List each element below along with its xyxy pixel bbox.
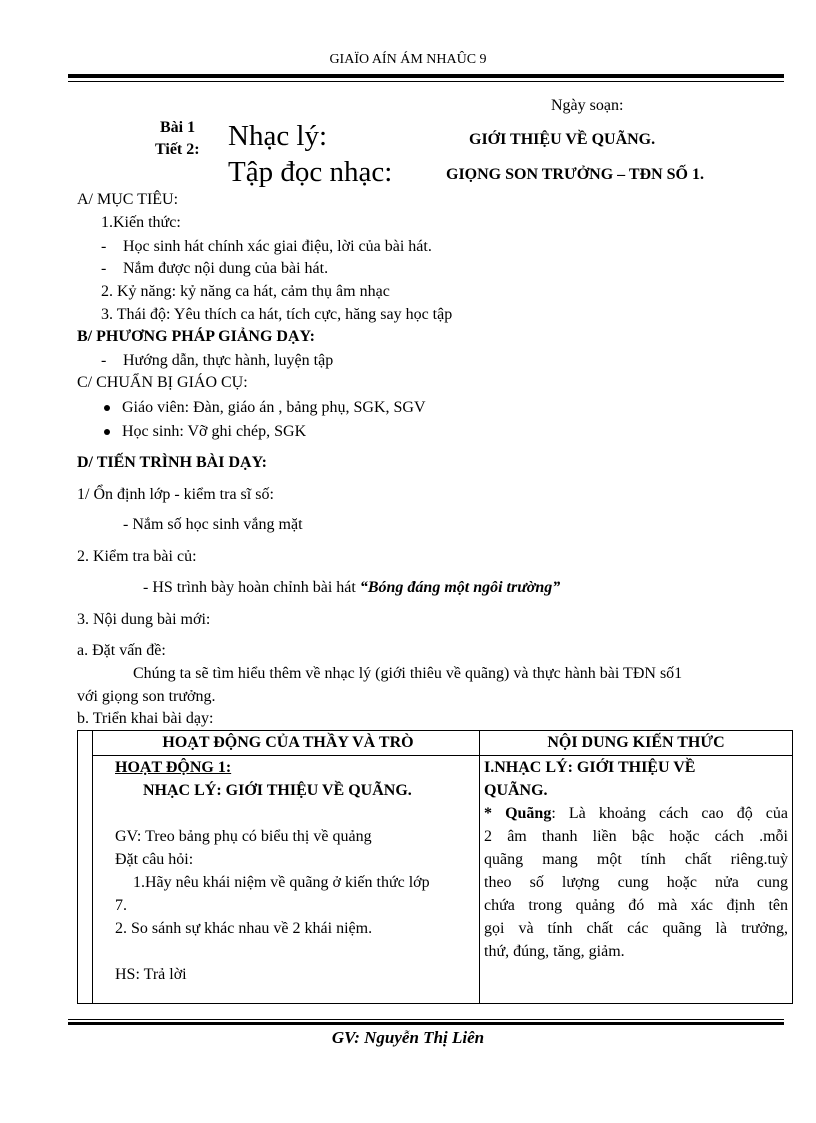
- content-line: quãng mang một tính chất riêng.tuỳ: [484, 851, 788, 868]
- header-rule-thin: [68, 81, 784, 82]
- list-item: - Nắm được nội dung của bài hát.: [101, 260, 329, 277]
- table-header-right: NỘI DUNG KIẾN THỨC: [480, 731, 793, 756]
- table-row: [78, 756, 793, 1004]
- section-d2-sub: - HS trình bày hoàn chỉnh bài hát “Bóng đáng một ngôi trường”: [143, 579, 561, 596]
- gv-line: GV: Treo bảng phụ có biểu thị về quảng: [115, 828, 372, 845]
- lesson-table: [77, 730, 793, 1004]
- header-rule-thick: [68, 74, 784, 78]
- spacer: [97, 802, 479, 825]
- section-a3: 3. Thái độ: Yêu thích ca hát, tích cực, hăng say học tập: [101, 306, 453, 323]
- page-header-title: GIAÏO AÍN ÁM NHAÛC 9: [329, 52, 487, 67]
- table-header-row: [78, 731, 793, 756]
- tiet-label: Tiết 2:: [155, 141, 200, 158]
- section-a-title: A/ MỤC TIÊU:: [77, 191, 179, 208]
- question-2: 2. So sánh sự khác nhau về 2 khái niệm.: [115, 920, 373, 937]
- lesson-subtitle-2: GIỌNG SON TRƯỞNG – TĐN SỐ 1.: [446, 166, 704, 183]
- bai-label: Bài 1: [160, 119, 196, 136]
- list-item: - Hướng dẫn, thực hành, luyện tập: [101, 352, 334, 369]
- section-d1: 1/ Ổn định lớp - kiểm tra sĩ số:: [77, 486, 274, 503]
- section-a1: 1.Kiến thức:: [101, 214, 181, 231]
- lesson-subtitle-1: GIỚI THIỆU VỀ QUÃNG.: [469, 131, 656, 148]
- content-line: chứa trong quảng đó mà xác định tên: [484, 897, 788, 914]
- table-cell-activities: [93, 756, 480, 1004]
- section-a2: 2. Kỷ năng: kỷ năng ca hát, cảm thụ âm nhạc: [101, 283, 390, 300]
- footer-author: GV: Nguyễn Thị Liên: [331, 1028, 485, 1047]
- section-d3a: a. Đặt vấn đề:: [77, 642, 166, 659]
- section-b-title: B/ PHƯƠNG PHÁP GIẢNG DẠY:: [77, 328, 315, 345]
- section-d2: 2. Kiểm tra bài củ:: [77, 548, 197, 565]
- section-d1-sub: - Nắm số học sinh vắng mặt: [123, 516, 303, 533]
- section-d3a-paragraph-line1: Chúng ta sẽ tìm hiểu thêm về nhạc lý (giới thiêu về quãng) và thực hành bài TĐN số1: [133, 665, 683, 682]
- question-1-cont: 7.: [115, 897, 127, 914]
- activity-heading: HOẠT ĐỘNG 1:: [115, 759, 232, 776]
- content-title-1: I.NHẠC LÝ: GIỚI THIỆU VỀ: [484, 759, 696, 776]
- activity-title: NHẠC LÝ: GIỚI THIỆU VỀ QUÃNG.: [143, 782, 412, 799]
- table-cell-content: [480, 756, 793, 1004]
- footer-rule-thick: [68, 1022, 784, 1025]
- content-line: thứ, đúng, tăng, giảm.: [484, 943, 625, 960]
- content-line: gọi và tính chất các quãng là trưởng,: [484, 920, 788, 937]
- spacer: [97, 940, 479, 963]
- list-item: Giáo viên: Đàn, giáo án , bảng phụ, SGK, SGV: [104, 399, 426, 417]
- section-d3a-paragraph-line2: với giọng son trưởng.: [77, 688, 216, 705]
- question-1: 1.Hãy nêu khái niệm về quãng ở kiến thức lớp: [133, 874, 430, 891]
- nhac-ly-heading: Nhạc lý:: [228, 120, 328, 152]
- table-header-left: HOẠT ĐỘNG CỦA THẦY VÀ TRÒ: [93, 731, 480, 756]
- bullet-icon: [104, 429, 110, 435]
- content-line: * Quãng: Là khoảng cách cao độ của: [484, 805, 788, 822]
- section-d3: 3. Nội dung bài mới:: [77, 611, 211, 628]
- content-line: 2 âm thanh liền bậc hoặc cách .mỗi: [484, 828, 788, 845]
- content-line: theo số lượng cung hoặc nửa cung: [484, 874, 788, 891]
- bullet-icon: [104, 405, 110, 411]
- ngay-soan-label: Ngày soạn:: [551, 97, 624, 114]
- footer-rule-thin: [68, 1019, 784, 1020]
- table-margin-cell: [78, 731, 93, 1004]
- section-d3b: b. Triển khai bài dạy:: [77, 710, 214, 727]
- content-title-2: QUÃNG.: [484, 782, 548, 799]
- hs-answer: HS: Trả lời: [115, 966, 187, 983]
- song-title: “Bóng đáng một ngôi trường”: [359, 579, 561, 596]
- section-d-title: D/ TIẾN TRÌNH BÀI DẠY:: [77, 454, 267, 471]
- question-label: Đặt câu hỏi:: [115, 851, 194, 868]
- list-item: - Học sinh hát chính xác giai điệu, lời của bài hát.: [101, 238, 432, 255]
- list-item: Học sinh: Vỡ ghi chép, SGK: [104, 423, 306, 441]
- section-c-title: C/ CHUẨN BỊ GIÁO CỤ:: [77, 374, 248, 391]
- tap-doc-nhac-heading: Tập đọc nhạc:: [228, 156, 393, 188]
